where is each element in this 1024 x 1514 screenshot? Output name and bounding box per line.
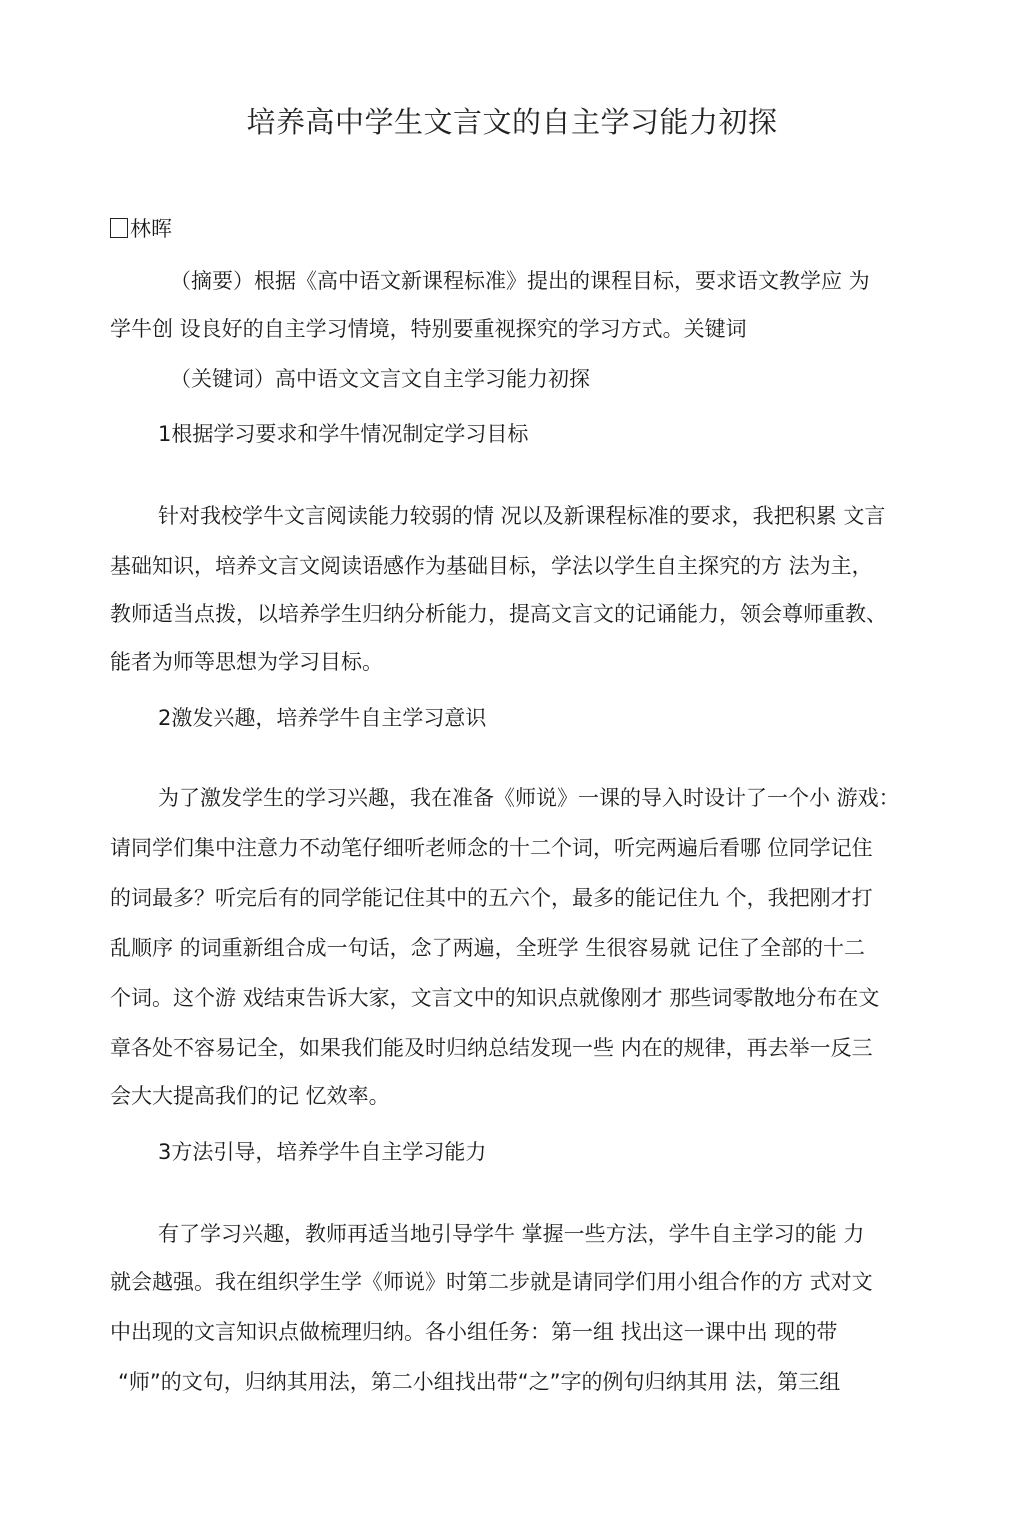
paragraph-1-line-3: 教师适当点拨，以培养学生归纳分析能力，提高文言文的记诵能力，领会尊师重教、 bbox=[110, 602, 887, 626]
paragraph-1-line-2: 基础知识，培养文言文阅读语感作为基础目标，学法以学生自主探究的方 法为主， bbox=[110, 554, 873, 578]
paragraph-2-line-6: 章各处不容易记全，如果我们能及时归纳总结发现一些 内在的规律，再去举一反三 bbox=[110, 1036, 873, 1060]
document-title: 培养高中学生文言文的自主学习能力初探 bbox=[246, 105, 778, 139]
paragraph-3-line-2: 就会越强。我在组织学生学《师说》时第二步就是请同学们用小组合作的方 式对文 bbox=[110, 1270, 873, 1294]
paragraph-1-line-4: 能者为师等思想为学习目标。 bbox=[110, 650, 383, 674]
paragraph-3-line-1: 有了学习兴趣，教师再适当地引导学牛 掌握一些方法，学牛自主学习的能 力 bbox=[158, 1222, 865, 1246]
paragraph-3-line-3: 中出现的文言知识点做梳理归纳。各小组任务：第一组 找出这一课中出 现的带 bbox=[110, 1320, 838, 1344]
author-line bbox=[110, 213, 172, 245]
abstract-line-2: 学牛创 设良好的自主学习情境，特别要重视探究的学习方式。关键词 bbox=[110, 317, 747, 341]
paragraph-3-line-4: “师”的文句，归纳其用法，第二小组找出带“之”字的例句归纳其用 法，第三组 bbox=[118, 1370, 841, 1394]
paragraph-1-line-1: 针对我校学牛文言阅读能力较弱的情 况以及新课程标准的要求，我把积累 文言 bbox=[158, 504, 886, 528]
paragraph-2-line-1: 为了激发学生的学习兴趣，我在准备《师说》一课的导入时设计了一个小 游戏： bbox=[158, 786, 900, 810]
paragraph-2-line-3: 的词最多？听完后有的同学能记住其中的五六个，最多的能记住九 个，我把刚才打 bbox=[110, 886, 873, 910]
paragraph-2-line-2: 请同学们集中注意力不动笔仔细听老师念的十二个词，听完两遍后看哪 位同学记住 bbox=[110, 836, 873, 860]
author-name: 林晖 bbox=[130, 217, 172, 241]
section-heading-1: 1根据学习要求和学牛情况制定学习目标 bbox=[158, 422, 529, 446]
paragraph-2-line-7: 会大大提高我们的记 忆效率。 bbox=[110, 1084, 390, 1108]
section-heading-3: 3方法引导，培养学牛自主学习能力 bbox=[158, 1140, 487, 1164]
section-heading-2: 2激发兴趣，培养学牛自主学习意识 bbox=[158, 706, 487, 730]
keywords-line: （关键词）高中语文文言文自主学习能力初探 bbox=[170, 367, 590, 391]
paragraph-2-line-5: 个词。这个游 戏结束告诉大家，文言文中的知识点就像刚才 那些词零散地分布在文 bbox=[110, 986, 880, 1010]
abstract-line-1: （摘要）根据《高中语文新课程标准》提出的课程目标，要求语文教学应 为 bbox=[170, 269, 870, 293]
paragraph-2-line-4: 乱顺序 的词重新组合成一句话，念了两遍，全班学 生很容易就 记住了全部的十二 bbox=[110, 936, 866, 960]
checkbox-square-icon bbox=[110, 218, 128, 238]
